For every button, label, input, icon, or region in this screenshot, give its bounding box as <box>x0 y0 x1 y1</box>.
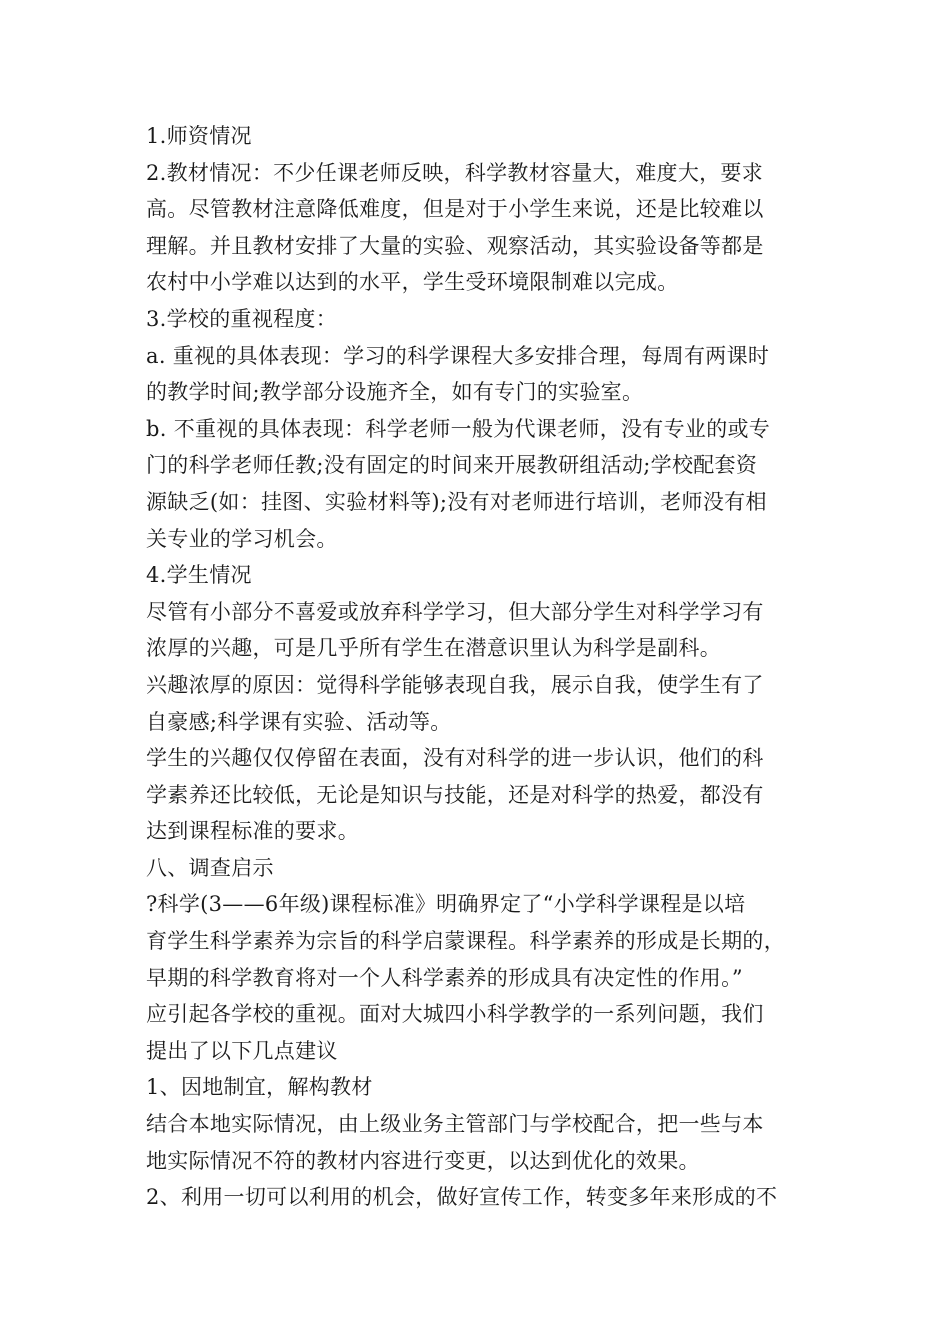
text-line: 1、因地制宜，解构教材 <box>146 1075 373 1100</box>
text-line: 高。尽管教材注意降低难度，但是对于小学生来说，还是比较难以 <box>146 197 764 222</box>
text-line: 兴趣浓厚的原因：觉得科学能够表现自我，展示自我，使学生有了 <box>146 672 764 697</box>
text-line: 结合本地实际情况，由上级业务主管部门与学校配合，把一些与本 <box>146 1112 764 1137</box>
text-line: 育学生科学素养为宗旨的科学启蒙课程。科学素养的形成是长期的， <box>146 929 785 954</box>
text-line: 1.师资情况 <box>146 124 252 148</box>
text-line: 达到课程标准的要求。 <box>146 819 359 844</box>
text-line: 2、利用一切可以利用的机会，做好宣传工作，转变多年来形成的不 <box>146 1185 778 1210</box>
text-line: 学生的兴趣仅仅停留在表面，没有对科学的进一步认识，他们的科 <box>146 746 764 771</box>
text-line: 应引起各学校的重视。面对大城四小科学教学的一系列问题，我们 <box>146 1002 764 1027</box>
text-line: 关专业的学习机会。 <box>146 526 338 551</box>
text-line: 早期的科学教育将对一个人科学素养的形成具有决定性的作用。” <box>146 965 743 990</box>
text-line: 学素养还比较低，无论是知识与技能，还是对科学的热爱，都没有 <box>146 782 764 807</box>
text-line: 浓厚的兴趣，可是几乎所有学生在潜意识里认为科学是副科。 <box>146 636 722 661</box>
text-line: 理解。并且教材安排了大量的实验、观察活动，其实验设备等都是 <box>146 233 764 258</box>
text-line: 八、调查启示 <box>146 855 274 880</box>
text-line: 尽管有小部分不喜爱或放弃科学学习，但大部分学生对科学学习有 <box>146 599 764 624</box>
text-line: 4.学生情况 <box>146 563 252 588</box>
text-line: 2.教材情况：不少任课老师反映，科学教材容量大，难度大，要求 <box>146 160 764 185</box>
text-line: 门的科学老师任教;没有固定的时间来开展教研组活动;学校配套资 <box>146 453 758 478</box>
text-line: 农村中小学难以达到的水平，学生受环境限制难以完成。 <box>146 270 679 295</box>
text-line: 提出了以下几点建议 <box>146 1038 338 1063</box>
text-line: 3.学校的重视程度： <box>146 306 338 331</box>
text-line: 自豪感;科学课有实验、活动等。 <box>146 709 452 734</box>
text-line: 地实际情况不符的教材内容进行变更，以达到优化的效果。 <box>146 1148 700 1173</box>
text-line: 的教学时间;教学部分设施齐全，如有专门的实验室。 <box>146 380 644 405</box>
document-body <box>146 118 816 1216</box>
text-line: b. 不重视的具体表现：科学老师一般为代课老师，没有专业的或专 <box>146 416 771 441</box>
text-line: a. 重视的具体表现：学习的科学课程大多安排合理，每周有两课时 <box>146 343 770 368</box>
text-line: 源缺乏(如：挂图、实验材料等);没有对老师进行培训，老师没有相 <box>146 489 767 514</box>
text-line: ?科学(3——6年级)课程标准》明确界定了“小学科学课程是以培 <box>146 892 746 917</box>
